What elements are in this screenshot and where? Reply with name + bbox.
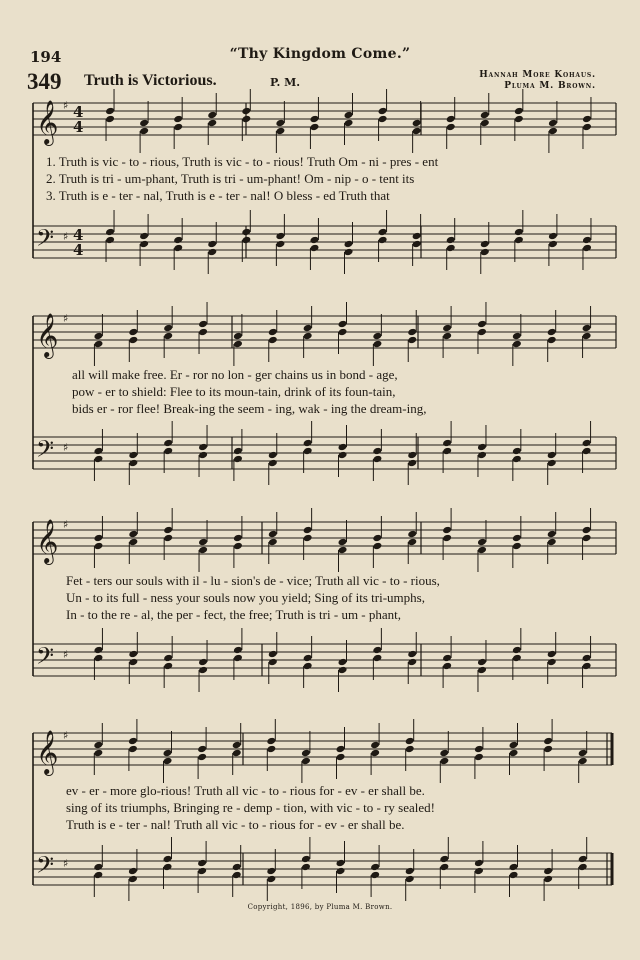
bass-clef-icon: 𝄢 — [36, 851, 55, 884]
note-head — [301, 757, 311, 766]
note-head — [547, 451, 557, 460]
note-head — [268, 459, 278, 468]
time-signature: 4 — [73, 241, 84, 259]
note-head — [207, 111, 217, 120]
note-head — [442, 324, 452, 333]
time-signature: 4 — [73, 118, 84, 136]
note-head — [163, 749, 173, 758]
note-head — [128, 650, 138, 659]
note-head — [512, 447, 522, 456]
note-head — [372, 332, 382, 341]
note-head — [268, 451, 278, 460]
note-head — [128, 451, 138, 460]
note-head — [344, 240, 354, 249]
note-head — [336, 753, 346, 762]
sharp-icon: ♯ — [63, 312, 69, 325]
note-head — [198, 538, 208, 547]
note-head — [338, 546, 348, 555]
note-head — [139, 232, 149, 241]
note-head — [480, 240, 490, 249]
note-head — [336, 859, 346, 868]
note-head — [480, 248, 490, 257]
note-head — [407, 530, 417, 539]
note-head — [173, 244, 183, 253]
note-head — [582, 332, 592, 341]
note-head — [405, 875, 415, 884]
note-head — [477, 328, 487, 337]
note-head — [275, 232, 285, 241]
note-head — [514, 236, 524, 245]
note-head — [128, 336, 138, 345]
time-signature: 4 — [73, 103, 84, 121]
note-head — [233, 455, 243, 464]
note-head — [207, 248, 217, 257]
note-head — [372, 340, 382, 349]
note-head — [477, 538, 487, 547]
note-head — [543, 737, 553, 746]
note-head — [198, 443, 208, 452]
note-head — [163, 447, 173, 456]
note-head — [512, 646, 522, 655]
sharp-icon: ♯ — [63, 518, 69, 531]
note-head — [197, 867, 207, 876]
note-head — [477, 658, 487, 667]
note-head — [309, 244, 319, 253]
note-head — [303, 526, 313, 535]
note-head — [163, 863, 173, 872]
sharp-icon: ♯ — [63, 230, 69, 243]
note-head — [442, 534, 452, 543]
note-head — [370, 863, 380, 872]
note-head — [344, 111, 354, 120]
music-composer: Pluma M. Brown. — [504, 81, 596, 91]
note-head — [303, 534, 313, 543]
note-head — [336, 867, 346, 876]
note-head — [407, 658, 417, 667]
note-head — [301, 863, 311, 872]
note-head — [582, 439, 592, 448]
note-head — [303, 332, 313, 341]
note-head — [232, 741, 242, 750]
note-head — [233, 534, 243, 543]
lyric-line: Truth is e - ter - nal! Truth all vic - to - rious for - ev - er shall be. — [66, 817, 405, 832]
note-head — [197, 745, 207, 754]
note-head — [378, 107, 388, 116]
note-head — [372, 654, 382, 663]
note-head — [372, 447, 382, 456]
note-head — [303, 439, 313, 448]
note-head — [128, 328, 138, 337]
note-head — [543, 867, 553, 876]
note-head — [338, 538, 348, 547]
note-head — [303, 654, 313, 663]
note-head — [207, 240, 217, 249]
note-head — [446, 236, 456, 245]
note-head — [128, 538, 138, 547]
note-head — [547, 336, 557, 345]
hymn-title: Truth is Victorious. — [84, 72, 217, 89]
note-head — [163, 526, 173, 535]
note-head — [233, 646, 243, 655]
bass-clef-icon: 𝄢 — [36, 224, 55, 257]
note-head — [480, 111, 490, 120]
treble-clef-icon: 𝄞 — [36, 313, 59, 357]
note-head — [509, 871, 519, 880]
lyric-line: In - to the re - al, the per - fect, the free; Truth is tri - um - phant, — [66, 607, 402, 622]
note-head — [233, 332, 243, 341]
note-head — [275, 119, 285, 128]
note-head — [543, 875, 553, 884]
note-head — [442, 654, 452, 663]
note-head — [93, 741, 103, 750]
note-head — [309, 123, 319, 132]
note-head — [163, 534, 173, 543]
note-head — [268, 328, 278, 337]
note-head — [442, 526, 452, 535]
note-head — [301, 749, 311, 758]
note-head — [268, 530, 278, 539]
note-head — [268, 650, 278, 659]
lyric-line: all will make free. Er - ror no lon - ger chains us in bond - age, — [72, 367, 398, 382]
note-head — [442, 332, 452, 341]
note-head — [163, 332, 173, 341]
note-head — [128, 745, 138, 754]
note-head — [547, 538, 557, 547]
note-head — [439, 855, 449, 864]
note-head — [309, 236, 319, 245]
note-head — [582, 123, 592, 132]
note-head — [197, 753, 207, 762]
note-head — [477, 666, 487, 675]
sharp-icon: ♯ — [63, 99, 69, 112]
note-head — [266, 737, 276, 746]
note-head — [275, 127, 285, 136]
note-head — [582, 115, 592, 124]
note-head — [128, 530, 138, 539]
note-head — [173, 123, 183, 132]
treble-clef-icon: 𝄞 — [36, 730, 59, 774]
note-head — [547, 328, 557, 337]
note-head — [548, 127, 558, 136]
lyric-line: bids er - ror flee! Break-ing the seem - ing, wak - ing the dream-ing, — [72, 401, 427, 416]
note-head — [128, 875, 138, 884]
note-head — [407, 538, 417, 547]
note-head — [548, 232, 558, 241]
note-head — [197, 859, 207, 868]
note-head — [474, 859, 484, 868]
note-head — [474, 745, 484, 754]
note-head — [509, 741, 519, 750]
note-head — [344, 248, 354, 257]
note-head — [198, 451, 208, 460]
note-head — [439, 757, 449, 766]
note-head — [407, 459, 417, 468]
note-head — [578, 855, 588, 864]
note-head — [405, 737, 415, 746]
note-head — [198, 666, 208, 675]
sharp-icon: ♯ — [63, 648, 69, 661]
note-head — [338, 328, 348, 337]
note-head — [446, 115, 456, 124]
note-head — [93, 646, 103, 655]
note-head — [378, 228, 388, 237]
treble-clef-icon: 𝄞 — [36, 100, 59, 144]
note-head — [582, 244, 592, 253]
lyric-line: 1. Truth is vic - to - rious, Truth is vic - to - rious! Truth Om - ni - pres - ent — [46, 154, 439, 169]
note-head — [338, 658, 348, 667]
note-head — [509, 863, 519, 872]
note-head — [163, 324, 173, 333]
note-head — [93, 863, 103, 872]
note-head — [547, 459, 557, 468]
note-head — [446, 123, 456, 132]
lyric-line: Un - to its full - ness your souls now you yield; Sing of its tri-umphs, — [66, 590, 425, 605]
note-head — [372, 455, 382, 464]
book-title: “Thy Kingdom Come.” — [229, 46, 411, 62]
note-head — [412, 232, 422, 241]
note-head — [139, 240, 149, 249]
note-head — [93, 542, 103, 551]
note-head — [309, 115, 319, 124]
note-head — [407, 328, 417, 337]
note-head — [93, 534, 103, 543]
note-head — [372, 534, 382, 543]
note-head — [378, 236, 388, 245]
note-head — [128, 737, 138, 746]
note-head — [198, 546, 208, 555]
note-head — [372, 646, 382, 655]
note-head — [514, 107, 524, 116]
note-head — [477, 443, 487, 452]
note-head — [338, 666, 348, 675]
note-head — [548, 119, 558, 128]
note-head — [548, 240, 558, 249]
note-head — [198, 328, 208, 337]
note-head — [407, 650, 417, 659]
note-head — [512, 332, 522, 341]
note-head — [512, 340, 522, 349]
note-head — [547, 530, 557, 539]
note-head — [233, 542, 243, 551]
note-head — [582, 324, 592, 333]
note-head — [163, 757, 173, 766]
note-head — [173, 236, 183, 245]
copyright-notice: Copyright, 1896, by Pluma M. Brown. — [247, 903, 393, 911]
note-head — [344, 119, 354, 128]
note-head — [93, 749, 103, 758]
note-head — [233, 447, 243, 456]
lyric-line: 2. Truth is tri - um-phant, Truth is tri - um-phant! Om - nip - o - tent its — [46, 171, 415, 186]
note-head — [442, 662, 452, 671]
hymn-meter: P. M. — [270, 76, 301, 89]
note-head — [105, 236, 115, 245]
note-head — [578, 863, 588, 872]
note-head — [338, 443, 348, 452]
note-head — [509, 749, 519, 758]
note-head — [412, 240, 422, 249]
note-head — [139, 119, 149, 128]
note-head — [233, 654, 243, 663]
note-head — [512, 654, 522, 663]
note-head — [93, 340, 103, 349]
note-head — [303, 447, 313, 456]
note-head — [407, 336, 417, 345]
note-head — [412, 127, 422, 136]
note-head — [303, 662, 313, 671]
note-head — [547, 658, 557, 667]
note-head — [512, 542, 522, 551]
bass-clef-icon: 𝄢 — [36, 435, 55, 468]
lyric-line: 3. Truth is e - ter - nal, Truth is e - ter - nal! O bless - ed Truth that — [46, 188, 390, 203]
note-head — [578, 749, 588, 758]
note-head — [543, 745, 553, 754]
note-head — [268, 336, 278, 345]
note-head — [582, 447, 592, 456]
note-head — [446, 244, 456, 253]
page-number: 194 — [30, 48, 62, 66]
note-head — [336, 745, 346, 754]
note-head — [370, 741, 380, 750]
note-head — [232, 749, 242, 758]
note-head — [163, 855, 173, 864]
note-head — [582, 662, 592, 671]
note-head — [378, 115, 388, 124]
note-head — [232, 863, 242, 872]
note-head — [266, 875, 276, 884]
lyric-line: pow - er to shield: Flee to its moun-tain, drink of its foun-tain, — [72, 384, 396, 399]
note-head — [412, 119, 422, 128]
note-head — [93, 332, 103, 341]
note-head — [582, 654, 592, 663]
note-head — [512, 455, 522, 464]
note-head — [268, 538, 278, 547]
note-head — [405, 867, 415, 876]
note-head — [303, 324, 313, 333]
note-head — [232, 871, 242, 880]
note-head — [514, 115, 524, 124]
note-head — [268, 658, 278, 667]
note-head — [338, 451, 348, 460]
note-head — [370, 871, 380, 880]
note-head — [439, 863, 449, 872]
note-head — [407, 451, 417, 460]
lyric-line: Fet - ters our souls with il - lu - sion's de - vice; Truth all vic - to - rious, — [66, 573, 440, 588]
note-head — [128, 867, 138, 876]
note-head — [163, 439, 173, 448]
sharp-icon: ♯ — [63, 441, 69, 454]
note-head — [301, 855, 311, 864]
note-head — [105, 107, 115, 116]
note-head — [266, 745, 276, 754]
note-head — [139, 127, 149, 136]
note-head — [582, 534, 592, 543]
hymn-number: 349 — [27, 69, 62, 94]
note-head — [578, 757, 588, 766]
note-head — [480, 119, 490, 128]
note-head — [198, 658, 208, 667]
words-author: Hannah More Kohaus. — [479, 70, 596, 80]
note-head — [93, 654, 103, 663]
note-head — [207, 119, 217, 128]
note-head — [477, 451, 487, 460]
note-head — [93, 447, 103, 456]
note-head — [582, 236, 592, 245]
time-signature: 4 — [73, 226, 84, 244]
note-head — [173, 115, 183, 124]
note-head — [582, 526, 592, 535]
note-head — [163, 654, 173, 663]
bass-clef-icon: 𝄢 — [36, 642, 55, 675]
note-head — [93, 871, 103, 880]
note-head — [372, 542, 382, 551]
sharp-icon: ♯ — [63, 729, 69, 742]
note-head — [474, 753, 484, 762]
note-head — [477, 546, 487, 555]
note-head — [233, 340, 243, 349]
note-head — [547, 650, 557, 659]
note-head — [442, 439, 452, 448]
note-head — [442, 447, 452, 456]
note-head — [198, 320, 208, 329]
note-head — [105, 228, 115, 237]
sharp-icon: ♯ — [63, 857, 69, 870]
note-head — [370, 749, 380, 758]
note-head — [266, 867, 276, 876]
note-head — [512, 534, 522, 543]
note-head — [514, 228, 524, 237]
lyric-line: sing of its triumphs, Bringing re - demp - tion, with vic - to - ry sealed! — [66, 800, 435, 815]
note-head — [474, 867, 484, 876]
note-head — [439, 749, 449, 758]
note-head — [128, 459, 138, 468]
note-head — [405, 745, 415, 754]
note-head — [105, 115, 115, 124]
note-head — [275, 240, 285, 249]
note-head — [338, 320, 348, 329]
note-head — [93, 455, 103, 464]
note-head — [163, 662, 173, 671]
note-head — [477, 320, 487, 329]
note-head — [128, 658, 138, 667]
lyric-line: ev - er - more glo-rious! Truth all vic - to - rious for - ev - er shall be. — [66, 783, 425, 798]
treble-clef-icon: 𝄞 — [36, 519, 59, 563]
